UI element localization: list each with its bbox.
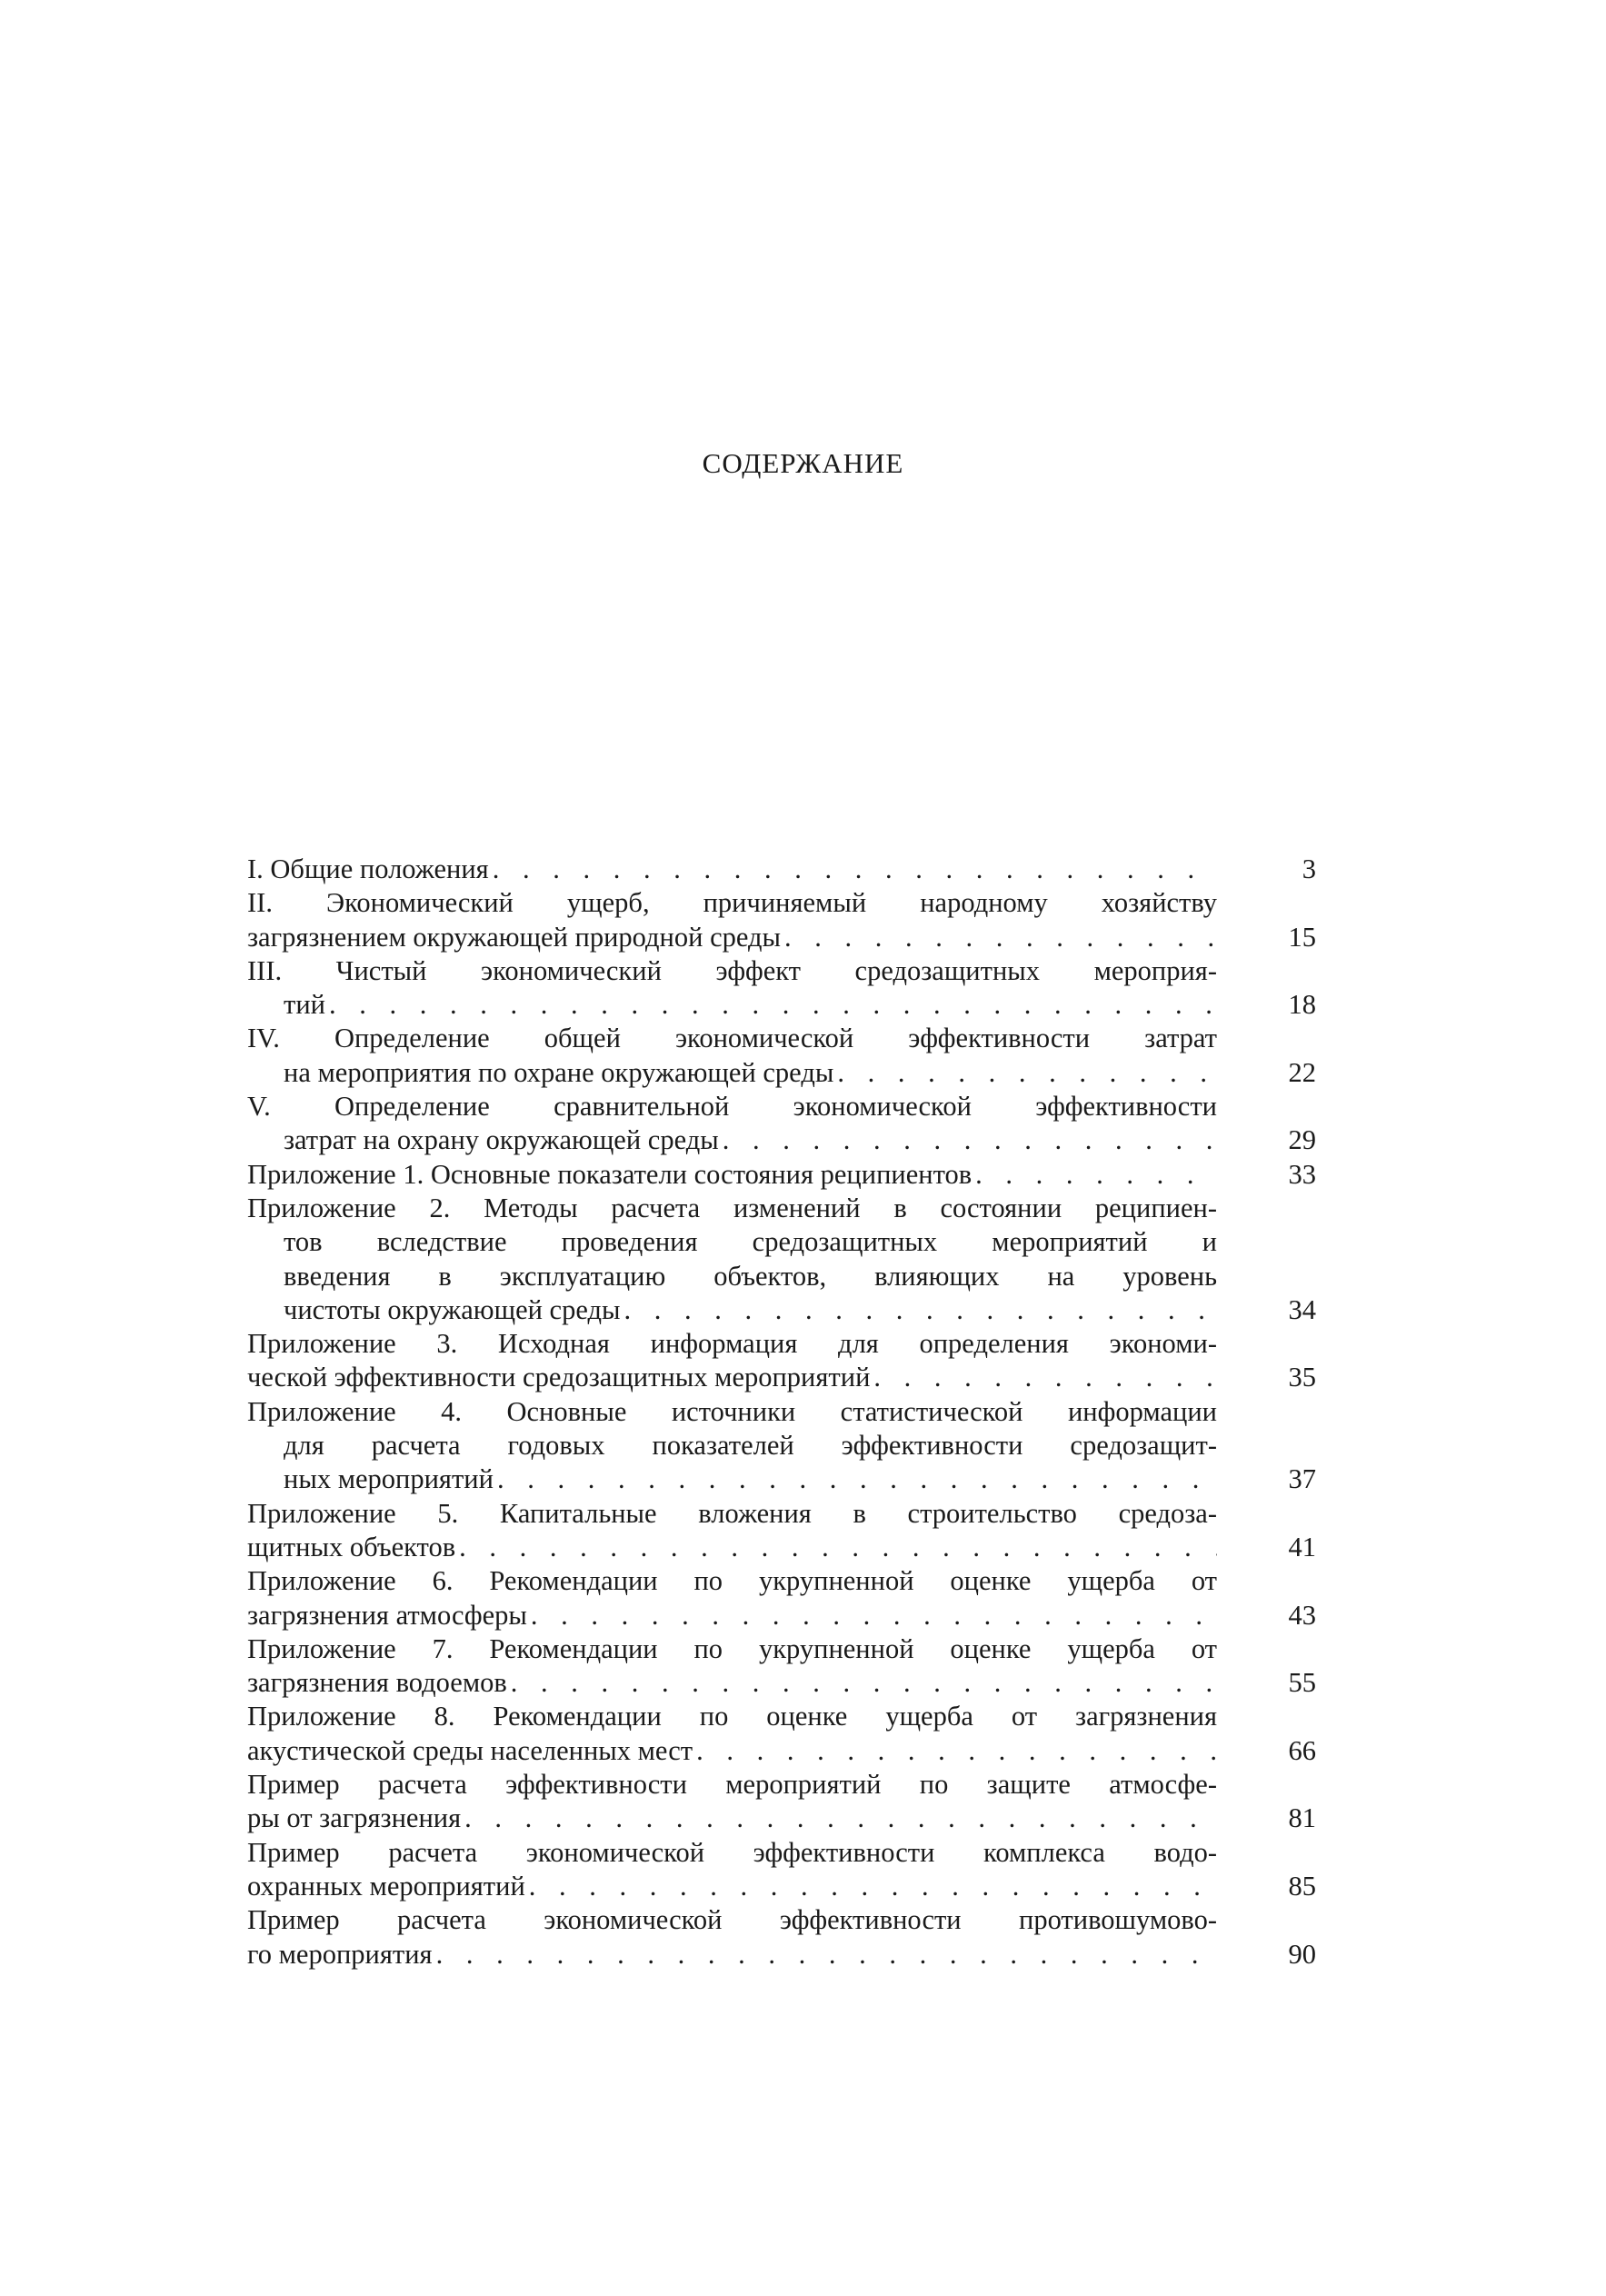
- toc-entry: [247, 1768, 1329, 1836]
- dot-leader: [497, 1462, 1217, 1496]
- toc-entry-title: [247, 954, 1217, 1023]
- toc-entry-line: тов вследствие проведения средозащитных мероприятий и: [284, 1226, 1217, 1258]
- toc-page-number: 81: [1288, 1802, 1316, 1834]
- toc-entry-line: затрат на охрану окружающей среды . . .: [247, 1123, 1217, 1157]
- toc-entry-line: III. Чистый экономический эффект средозащитных мероприя-: [247, 954, 1217, 986]
- toc-entry-title: [247, 886, 1217, 954]
- toc-entry-title: [247, 1768, 1217, 1836]
- toc-page-number: 34: [1288, 1293, 1316, 1325]
- toc-page-number: 18: [1288, 989, 1316, 1021]
- toc-page-number: 43: [1288, 1599, 1316, 1631]
- toc-entry-line: охранных мероприятий . . .: [247, 1870, 1217, 1903]
- toc-entry-line: Пример расчета экономической эффективности комплекса водо-: [247, 1836, 1217, 1868]
- toc-entry-line: ческой эффективности средозащитных мероприятий . . .: [247, 1361, 1217, 1394]
- toc-entry-line: на мероприятия по охране окружающей среды . . .: [247, 1056, 1217, 1090]
- toc-entry-line: I. Общие положения . . .: [247, 853, 1217, 886]
- toc-page-number: 55: [1288, 1667, 1316, 1699]
- dot-leader: [436, 1938, 1217, 1972]
- toc-entry-line: V. Определение сравнительной экономической эффективности: [247, 1091, 1217, 1123]
- dot-leader: [873, 1361, 1217, 1394]
- toc-entry: [247, 1327, 1329, 1395]
- toc-entry-line: Пример расчета экономической эффективности противошумово-: [247, 1904, 1217, 1936]
- toc-entry: [247, 886, 1329, 954]
- toc-page-number: 90: [1288, 1938, 1316, 1970]
- toc-entry: [247, 1158, 1329, 1192]
- dot-leader: [493, 853, 1217, 886]
- dot-leader: [511, 1666, 1217, 1700]
- toc-page-number: 29: [1288, 1124, 1316, 1156]
- toc-entry: [247, 1903, 1329, 1972]
- toc-entry-line: го мероприятия . . .: [247, 1938, 1217, 1972]
- dot-leader: [723, 1123, 1217, 1157]
- toc-page-number: 85: [1288, 1870, 1316, 1902]
- toc-entry: [247, 1836, 1329, 1904]
- toc-entry-title: [247, 1158, 1217, 1192]
- toc-entry: [247, 954, 1329, 1023]
- toc-entry: [247, 1700, 1329, 1768]
- toc-page-number: 15: [1288, 921, 1316, 953]
- toc-entry-title: [247, 1632, 1217, 1701]
- toc-entry-line: чистоты окружающей среды . . .: [247, 1293, 1217, 1327]
- toc-entry-line: Приложение 7. Рекомендации по укрупненной оценке ущерба от: [247, 1632, 1217, 1664]
- dot-leader: [623, 1293, 1217, 1327]
- toc-page-number: 66: [1288, 1734, 1316, 1766]
- toc-entry: [247, 1497, 1329, 1565]
- toc-entry-title: [247, 853, 1217, 886]
- dot-leader: [531, 1599, 1217, 1632]
- toc-entry-line: Приложение 4. Основные источники статистической информации: [247, 1395, 1217, 1427]
- toc-entry-title: [247, 1395, 1217, 1497]
- toc-entry-line: IV. Определение общей экономической эффективности затрат: [247, 1023, 1217, 1054]
- toc-entry-title: [247, 1327, 1217, 1395]
- toc-page-number: 35: [1288, 1362, 1316, 1393]
- dot-leader: [696, 1734, 1217, 1768]
- toc-entry: [247, 1395, 1329, 1497]
- toc-entry-line: Приложение 1. Основные показатели состояния реципиентов . . .: [247, 1158, 1217, 1192]
- toc-entry-title: [247, 1836, 1217, 1904]
- toc-entry-line: введения в эксплуатацию объектов, влияющих на уровень: [284, 1260, 1217, 1292]
- toc-page-number: 3: [1302, 854, 1316, 884]
- toc-entry-line: тий . . .: [247, 988, 1217, 1022]
- toc-entry-title: [247, 1903, 1217, 1972]
- toc-entry-line: для расчета годовых показателей эффективности средозащит-: [284, 1430, 1217, 1462]
- toc-page-number: 37: [1288, 1463, 1316, 1495]
- dot-leader: [459, 1531, 1217, 1564]
- toc-entry-line: акустической среды населенных мест . . .: [247, 1734, 1217, 1768]
- toc-entry-title: [247, 1192, 1217, 1327]
- dot-leader: [784, 921, 1217, 954]
- toc-entry-title: [247, 1700, 1217, 1768]
- toc-entry-line: загрязнения водоемов . . .: [247, 1666, 1217, 1700]
- toc-entry: [247, 1564, 1329, 1632]
- dot-leader: [837, 1056, 1217, 1090]
- toc-entry-line: ных мероприятий . . .: [247, 1462, 1217, 1496]
- toc-entry-title: [247, 1564, 1217, 1632]
- toc-entry: [247, 1192, 1329, 1327]
- dot-leader: [529, 1870, 1217, 1903]
- toc-entry-line: загрязнения атмосферы . . .: [247, 1599, 1217, 1632]
- toc-entry-title: [247, 1497, 1217, 1565]
- toc-entry-line: Приложение 3. Исходная информация для определения экономи-: [247, 1328, 1217, 1360]
- toc-page-number: 33: [1288, 1158, 1316, 1190]
- toc-entry-line: II. Экономический ущерб, причиняемый народному хозяйству: [247, 887, 1217, 919]
- page-title: СОДЕРЖАНИЕ: [702, 447, 904, 479]
- toc-entry-line: щитных объектов . . .: [247, 1531, 1217, 1564]
- toc-entry-title: [247, 1090, 1217, 1158]
- toc-entry-line: загрязнением окружающей природной среды . . .: [247, 921, 1217, 954]
- toc-entry-title: [247, 1022, 1217, 1090]
- toc-entry-line: Пример расчета эффективности мероприятий по защите атмосфе-: [247, 1769, 1217, 1801]
- dot-leader: [975, 1158, 1217, 1192]
- dot-leader: [464, 1802, 1217, 1835]
- toc-entry-line: Приложение 2. Методы расчета изменений в состоянии реципиен-: [247, 1192, 1217, 1223]
- toc-page-number: 22: [1288, 1056, 1316, 1088]
- toc-entry-line: Приложение 8. Рекомендации по оценке ущерба от загрязнения: [247, 1701, 1217, 1732]
- toc-page-number: 41: [1288, 1531, 1316, 1562]
- dot-leader: [329, 988, 1217, 1022]
- toc-entry: [247, 853, 1329, 886]
- toc-entry: [247, 1090, 1329, 1158]
- toc-entry: [247, 1632, 1329, 1701]
- table-of-contents: [247, 853, 1329, 1972]
- toc-entry: [247, 1022, 1329, 1090]
- toc-entry-line: Приложение 5. Капитальные вложения в строительство средоза-: [247, 1497, 1217, 1529]
- toc-entry-line: Приложение 6. Рекомендации по укрупненной оценке ущерба от: [247, 1565, 1217, 1597]
- toc-entry-line: ры от загрязнения . . .: [247, 1802, 1217, 1835]
